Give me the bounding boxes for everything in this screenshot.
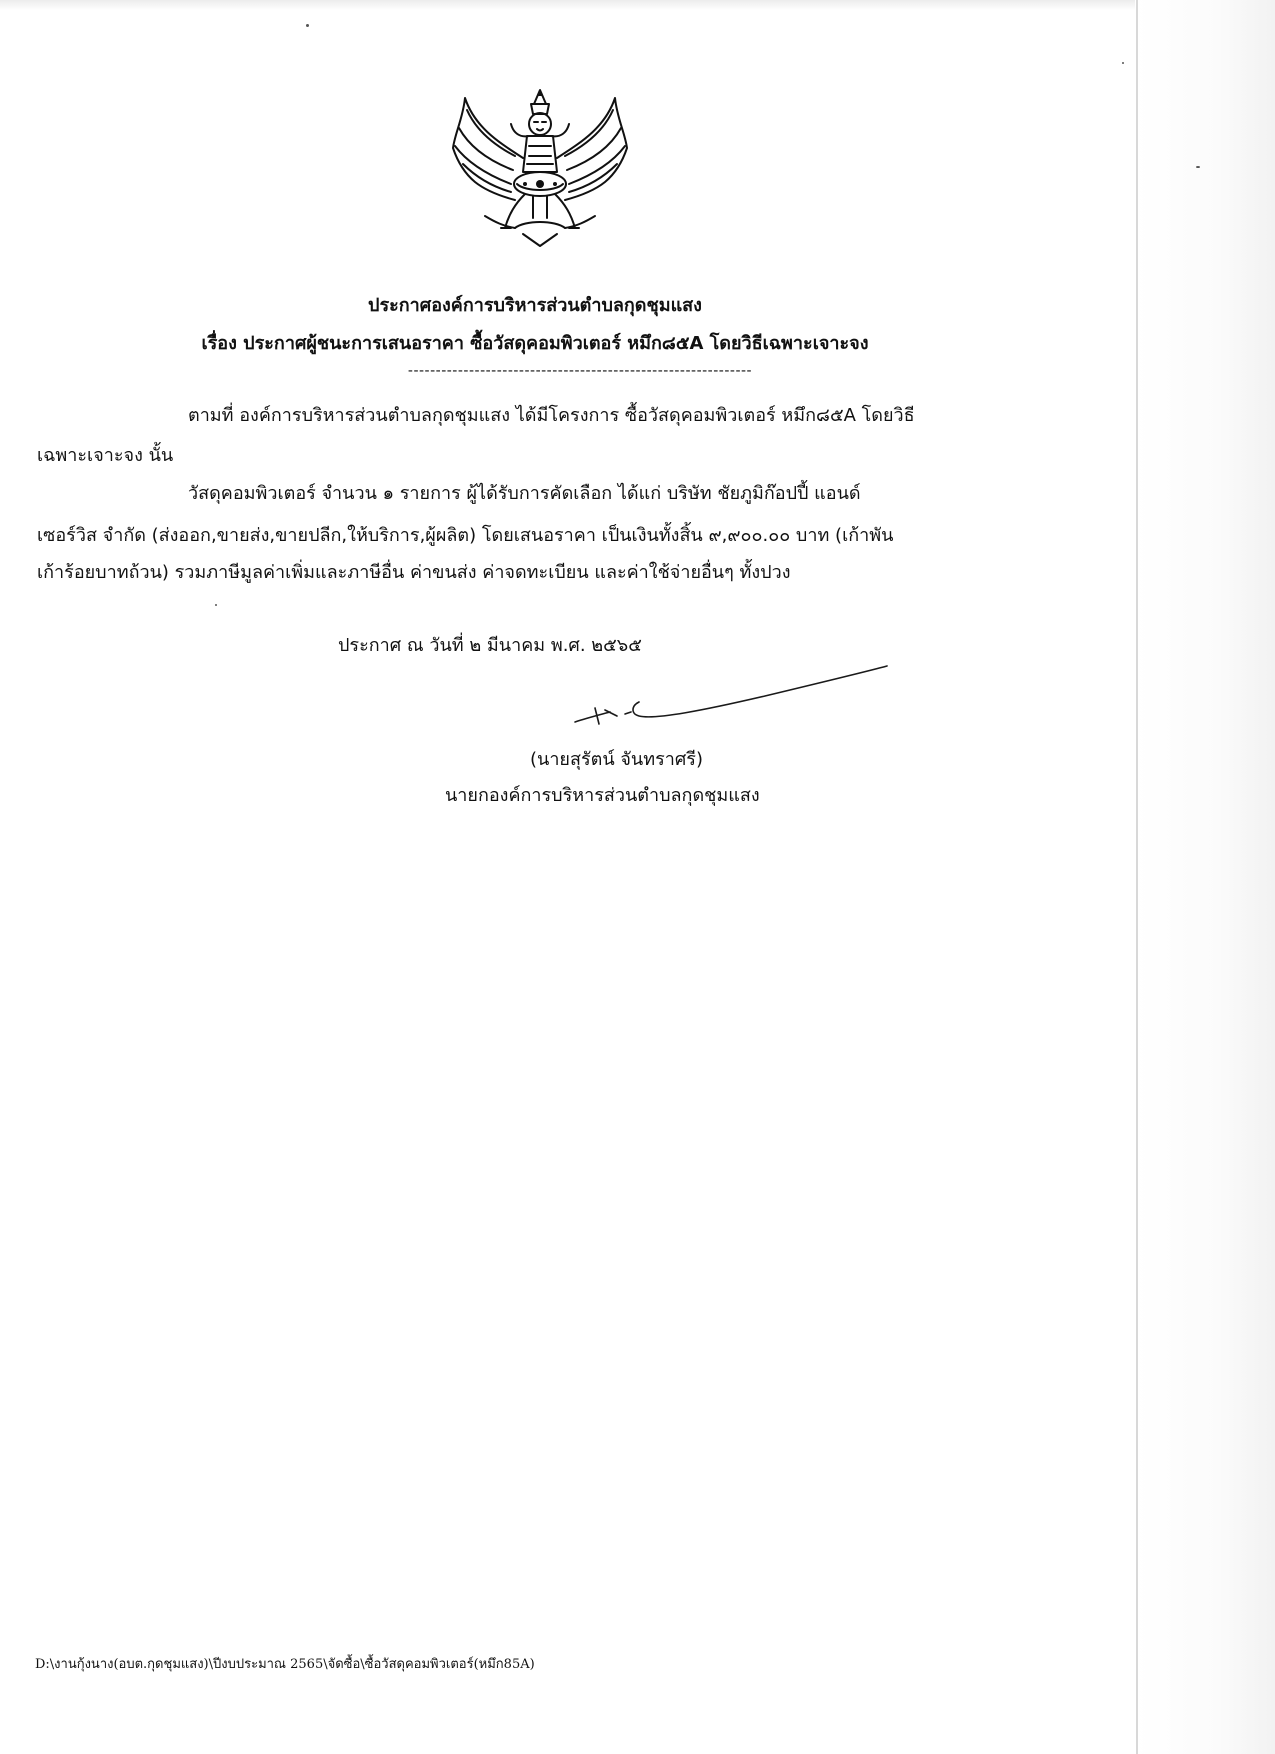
scan-speck [1122, 62, 1124, 64]
paragraph-2-line-2: เซอร์วิส จำกัด (ส่งออก,ขายส่ง,ขายปลีก,ให้บริการ,ผู้ผลิต) โดยเสนอราคา เป็นเงินทั้งสิ้น ๙,๙๐๐.๐๐ บาท (เก้าพัน [37, 525, 894, 546]
scan-right-margin [1135, 0, 1275, 1754]
page-edge [1136, 0, 1138, 1754]
paragraph-2-line-1: วัสดุคอมพิวเตอร์ จำนวน ๑ รายการ ผู้ได้รับการคัดเลือก ได้แก่ บริษัท ชัยภูมิก๊อปปี้ แอนด์ [188, 483, 861, 504]
scan-top-shadow [0, 0, 1275, 10]
signer-name: (นายสุรัตน์ จันทราศรี) [530, 749, 703, 770]
paragraph-2-line-3: เก้าร้อยบาทถ้วน) รวมภาษีมูลค่าเพิ่มและภาษีอื่น ค่าขนส่ง ค่าจดทะเบียน และค่าใช้จ่ายอื่นๆ ทั้งปวง [37, 562, 791, 583]
scan-speck [215, 604, 217, 606]
document-file-path: D:\งานกุ้งนาง(อบต.กุดชุมแสง)\ปีงบประมาณ 2565\จัดซื้อ\ซื้อวัสดุคอมพิวเตอร์(หมึก85A) [35, 1657, 535, 1672]
scan-speck [306, 24, 309, 27]
signer-title: นายกองค์การบริหารส่วนตำบลกุดชุมแสง [445, 785, 760, 806]
announcement-subject: เรื่อง ประกาศผู้ชนะการเสนอราคา ซื้อวัสดุคอมพิวเตอร์ หมึก๘๕A โดยวิธีเฉพาะเจาะจง [201, 333, 869, 354]
paragraph-1-line-1: ตามที่ องค์การบริหารส่วนตำบลกุดชุมแสง ได้มีโครงการ ซื้อวัสดุคอมพิวเตอร์ หมึก๘๕A โดยวิธี [188, 405, 915, 426]
announcement-title: ประกาศองค์การบริหารส่วนตำบลกุดชุมแสง [368, 295, 702, 316]
announcement-date: ประกาศ ณ วันที่ ๒ มีนาคม พ.ศ. ๒๕๖๕ [338, 635, 642, 656]
handwritten-signature [565, 660, 895, 730]
scan-speck [1196, 166, 1200, 168]
title-divider: -------------------------------------------------------------- [407, 363, 753, 379]
garuda-emblem-icon [445, 88, 635, 248]
paragraph-1-line-2: เฉพาะเจาะจง นั้น [37, 445, 174, 466]
